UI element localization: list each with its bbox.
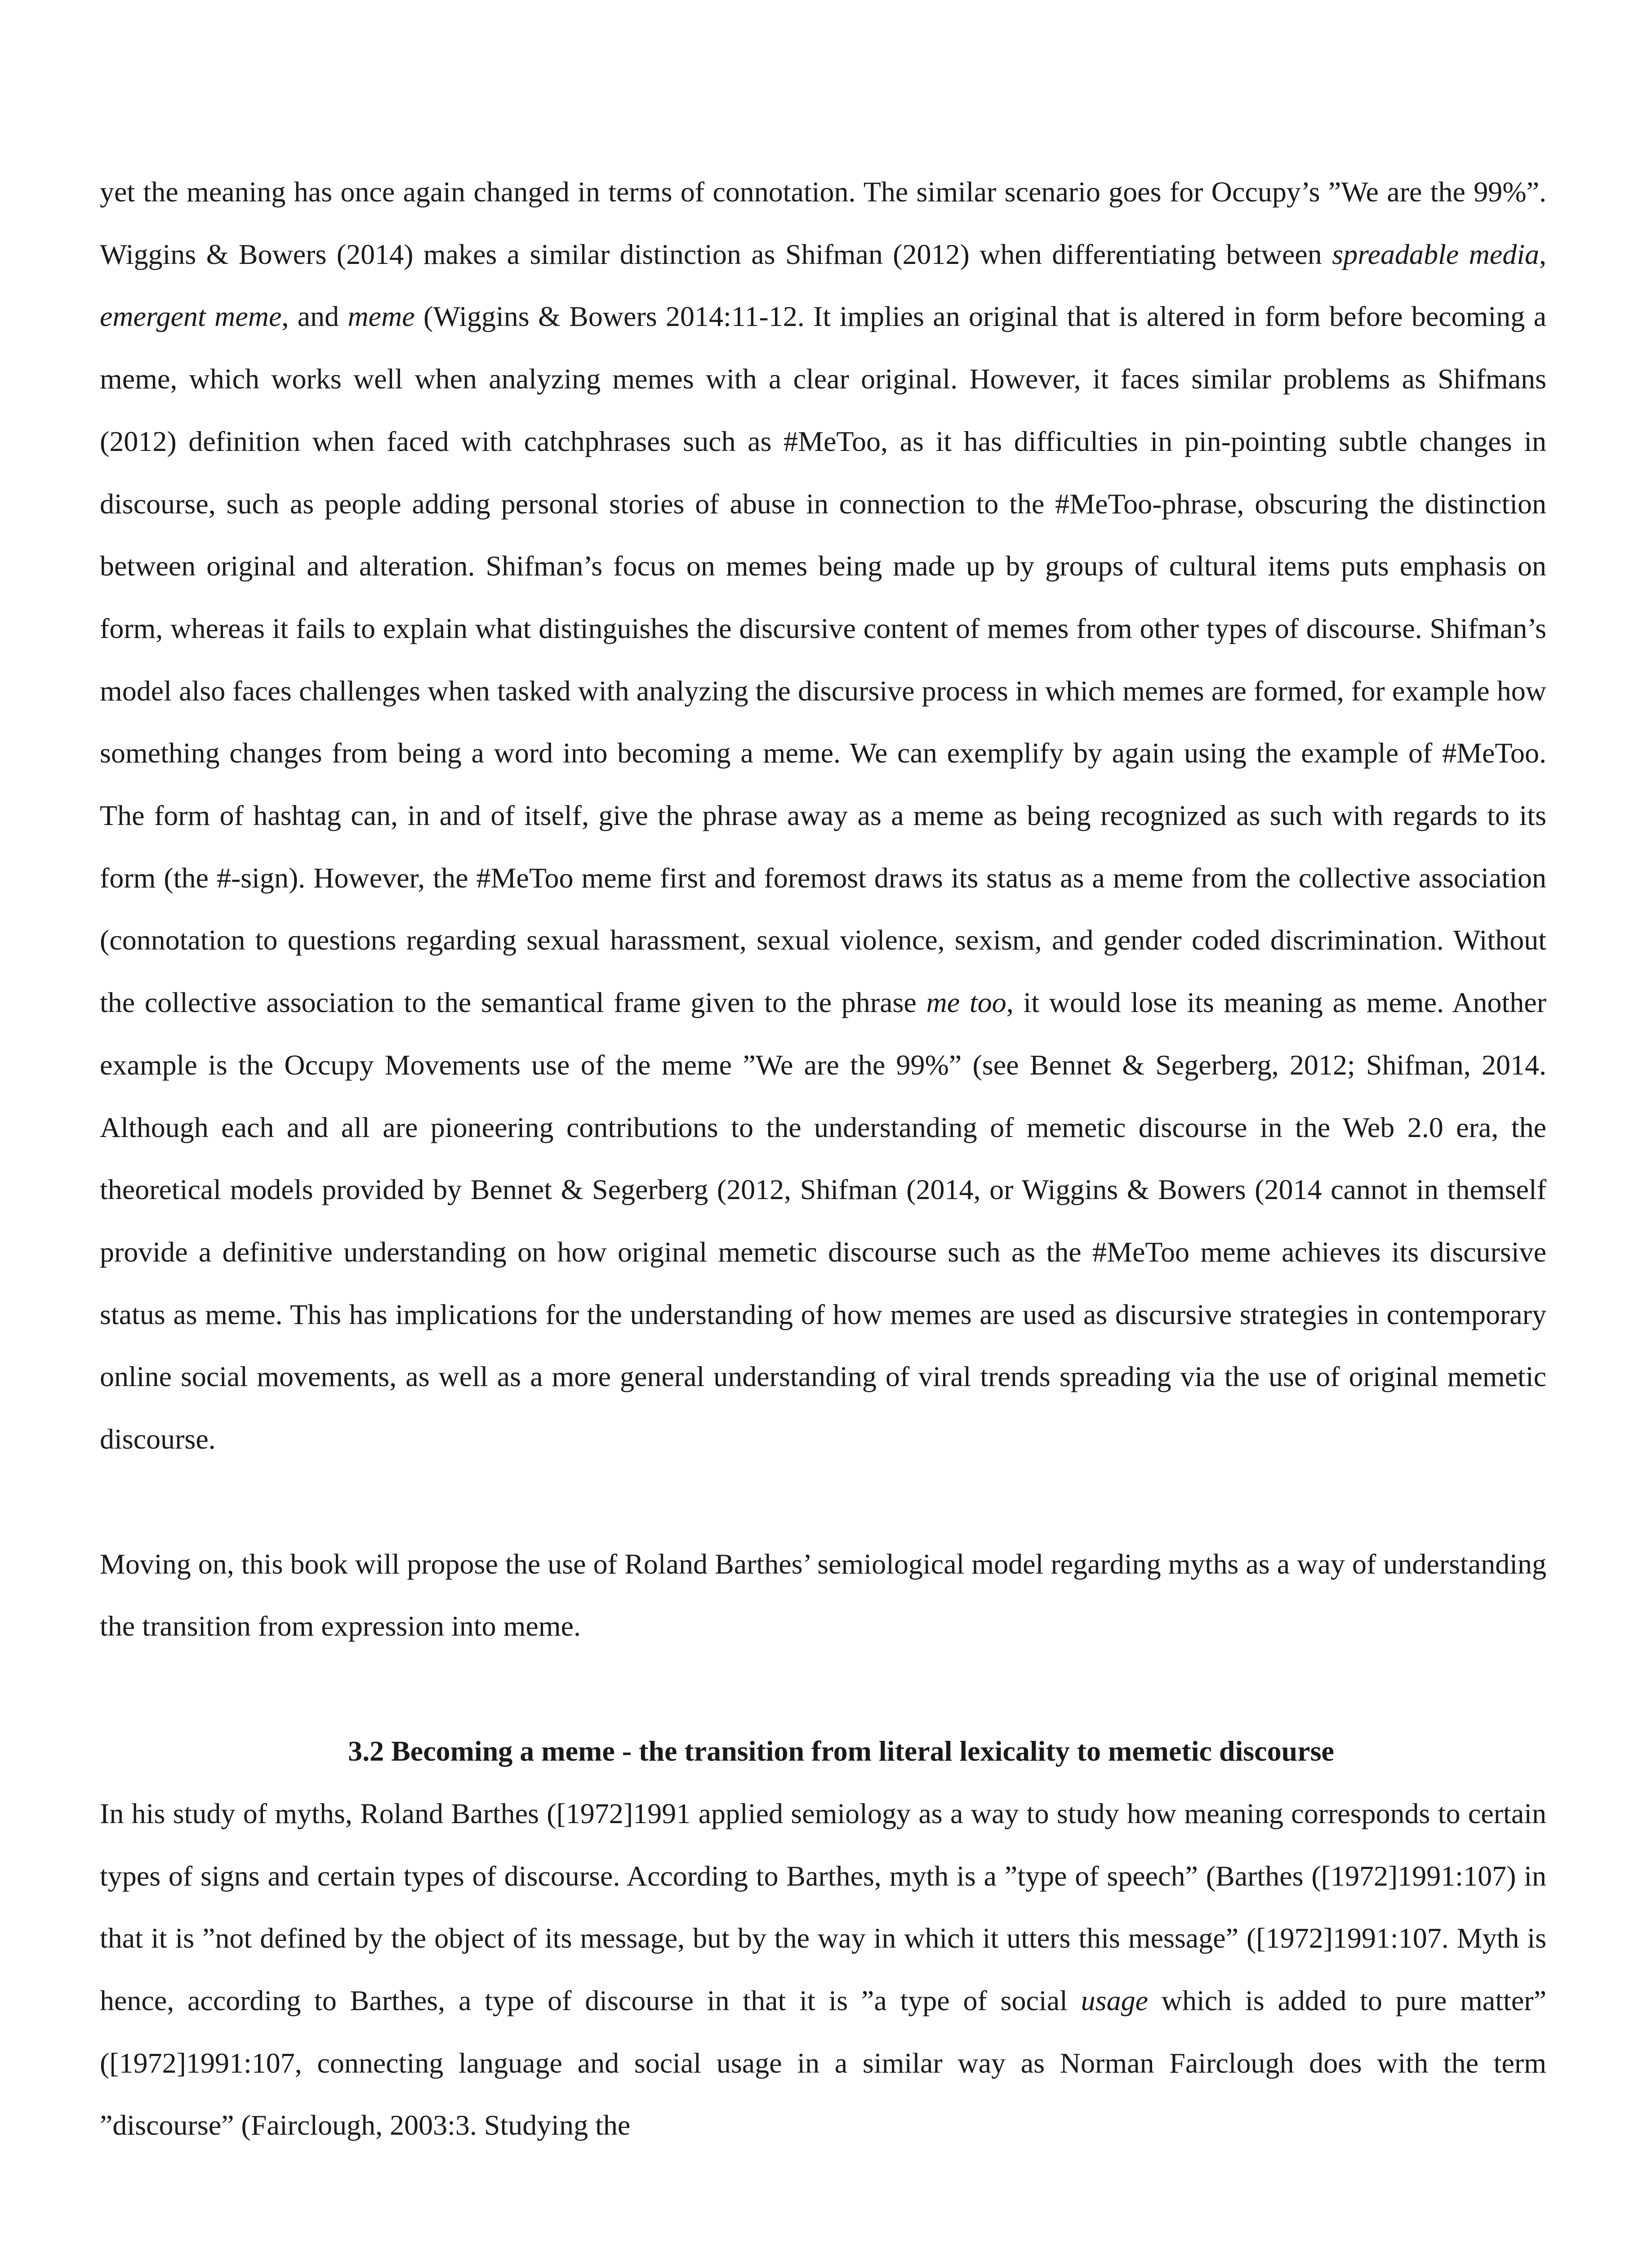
italic-term: spreadable media [1332,238,1540,270]
italic-term: usage [1081,1984,1148,2016]
text-run: , it would lose its meaning as meme. Another example is the Occupy Movements use of the meme ”We are the 99%” (see Bennet & Segerberg, 2012; Shifman, 2014. Although each and all are pioneering contributions to the understanding of memetic discourse in the Web 2.0 era, the theoretical models provided by Bennet & Segerberg (2012, Shifman (2014, or Wiggins & Bowers (2014 cannot in themself provide a definitive understanding on how original memetic discourse such as the #MeToo meme achieves its discursive status as meme. This has implications for the understanding of how memes are used as discursive strategies in contemporary online social movements, as well as a more general understanding of viral trends spreading via the use of original memetic discourse. [100,986,1547,1455]
text-run: yet the meaning has once again changed in terms of connotation. The similar scenario goes for Occupy’s ”We are the 99%”. Wiggins & Bowers (2014) makes a similar distinction as Shifman (2012) when differentiating between [100,176,1546,270]
body-paragraph-2 [100,1533,1546,1658]
body-paragraph-1 [100,161,1546,1471]
text-run: (Wiggins & Bowers 2014:11-12. It implies an original that is altered in form before becoming a meme, which works well when analyzing memes with a clear original. However, it faces similar problems as Shifmans (2012) definition when faced with catchphrases such as #MeToo, as it has difficulties in pin-pointing subtle changes in discourse, such as people adding personal stories of abuse in connection to the #MeToo-phrase, obscuring the distinction between original and alteration. Shifman’s focus on memes being made up by groups of cultural items puts emphasis on form, whereas it fails to explain what distinguishes the discursive content of memes from other types of discourse. Shifman’s model also faces challenges when tasked with analyzing the discursive process in which memes are formed, for example how something changes from being a word into becoming a meme. We can exemplify by again using the example of #MeToo. The form of hashtag can, in and of itself, give the phrase away as a meme as being recognized as such with regards to its form (the #-sign). However, the #MeToo meme first and foremost draws its status as a meme from the collective association (connotation to questions regarding sexual harassment, sexual violence, sexism, and gender coded discrimination. Without the collective association to the semantical frame given to the phrase [100,300,1546,1019]
text-run: , [1539,238,1547,270]
text-run: , and [281,300,348,333]
paragraph-spacer [100,1471,1546,1533]
text-run: In his study of myths, Roland Barthes ([1972]1991 applied semiology as a way to study how meaning corresponds to certain types of signs and certain types of discourse. According to Barthes, myth is a ”type of speech” (Barthes ([1972]1991:107) in that it is ”not defined by the object of its message, but by the way in which it utters this message” ([1972]1991:107. Myth is hence, according to Barthes, a type of discourse in that it is ”a type of social [100,1797,1546,2016]
text-run: Moving on, this book will propose the use of Roland Barthes’ semiological model regarding myths as a way of understanding the transition from expression into meme. [100,1548,1546,1642]
body-paragraph-3 [100,1783,1546,2157]
text-column [100,161,1546,2157]
italic-term: meme [347,300,415,333]
section-heading: 3.2 Becoming a meme - the transition from literal lexicality to memetic discourse [348,1735,1334,1767]
italic-term: emergent meme [100,300,282,333]
italic-term: me too [926,986,1006,1019]
text-run: which is added to pure matter” ([1972]1991:107, connecting language and social usage in a similar way as Norman Fairclough does with the term ”discourse” (Fairclough, 2003:3. Studying the [100,1984,1547,2141]
